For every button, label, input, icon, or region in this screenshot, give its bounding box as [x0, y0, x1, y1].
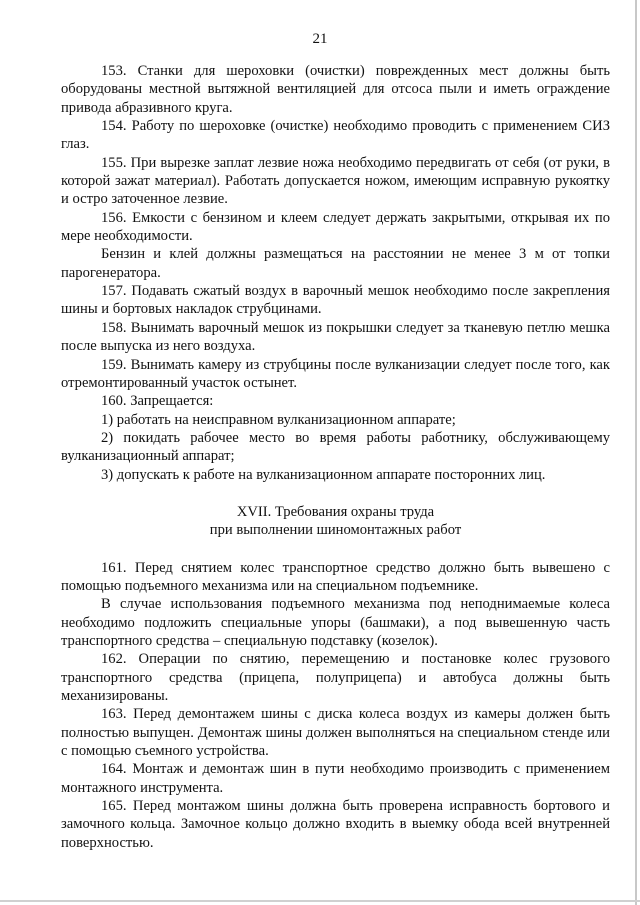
paragraph-156-note: Бензин и клей должны размещаться на расстоянии не менее 3 м от топки парогенератора.: [61, 246, 610, 281]
page-edge-right: [635, 0, 637, 905]
page-edge-bottom: [0, 900, 640, 902]
page-number: 21: [312, 31, 328, 47]
paragraph-165: 165. Перед монтажом шины должна быть проверена исправность бортового и замочного кольца. Замочное кольцо должно входить в выемку обода всей внутренней поверхностью.: [61, 798, 610, 851]
paragraph-161-note: В случае использования подъемного механизма под неподнимаемые колеса необходимо подложить специальные упоры (башмаки), а под вывешенную часть транспортного средства – специальную подставку (козелок).: [61, 596, 610, 649]
paragraph-156: 156. Емкости с бензином и клеем следует держать закрытыми, открывая их по мере необходимости.: [61, 209, 610, 245]
list-item-160-3: 3) допускать к работе на вулканизационном аппарате посторонних лиц.: [101, 466, 546, 483]
list-item-160-1: 1) работать на неисправном вулканизационном аппарате;: [101, 411, 456, 428]
section-heading: [61, 503, 610, 540]
list-item-160-2: 2) покидать рабочее место во время работы работнику, обслуживающему вулканизационный аппарат;: [61, 429, 610, 465]
paragraph-153: 153. Станки для шероховки (очистки) поврежденных мест должны быть оборудованы местной вытяжной вентиляцией для отсоса пыли и иметь ограждение привода абразивного круга.: [61, 63, 610, 116]
paragraph-161: 161. Перед снятием колес транспортное средство должно быть вывешено с помощью подъемного механизма или на специальном подъемнике.: [61, 559, 610, 594]
paragraph-158: 158. Вынимать варочный мешок из покрышки следует за тканевую петлю мешка после выпуска из него воздуха.: [61, 319, 610, 355]
paragraph-163: 163. Перед демонтажем шины с диска колеса воздух из камеры должен быть полностью выпущен. Демонтаж шины должен выполняться на специальном стенде или с помощью съемного устройства.: [61, 706, 610, 760]
paragraph-164: 164. Монтаж и демонтаж шин в пути необходимо производить с применением монтажного инструмента.: [61, 761, 610, 796]
section-heading-line-1: XVII. Требования охраны труда: [236, 503, 435, 520]
document-body: [61, 62, 610, 852]
paragraph-155: 155. При вырезке заплат лезвие ножа необходимо передвигать от себя (от руки, в которой зажат материал). Работать допускается ножом, имеющим исправную рукоятку и остро заточенное лезвие.: [61, 154, 610, 208]
section-heading-line-2: при выполнении шиномонтажных работ: [209, 522, 462, 539]
paragraph-160: 160. Запрещается:: [101, 393, 214, 410]
paragraph-162: 162. Операции по снятию, перемещению и постановке колес грузового транспортного средства (прицепа, полуприцепа) и автобуса должны быть механизированы.: [61, 651, 610, 704]
paragraph-157: 157. Подавать сжатый воздух в варочный мешок необходимо после закрепления шины и бортовых накладок струбцинами.: [61, 283, 610, 318]
paragraph-154: 154. Работу по шероховке (очистке) необходимо проводить с применением СИЗ глаз.: [61, 118, 610, 153]
paragraph-159: 159. Вынимать камеру из струбцины после вулканизации следует после того, как отремонтированный участок остынет.: [61, 356, 610, 391]
